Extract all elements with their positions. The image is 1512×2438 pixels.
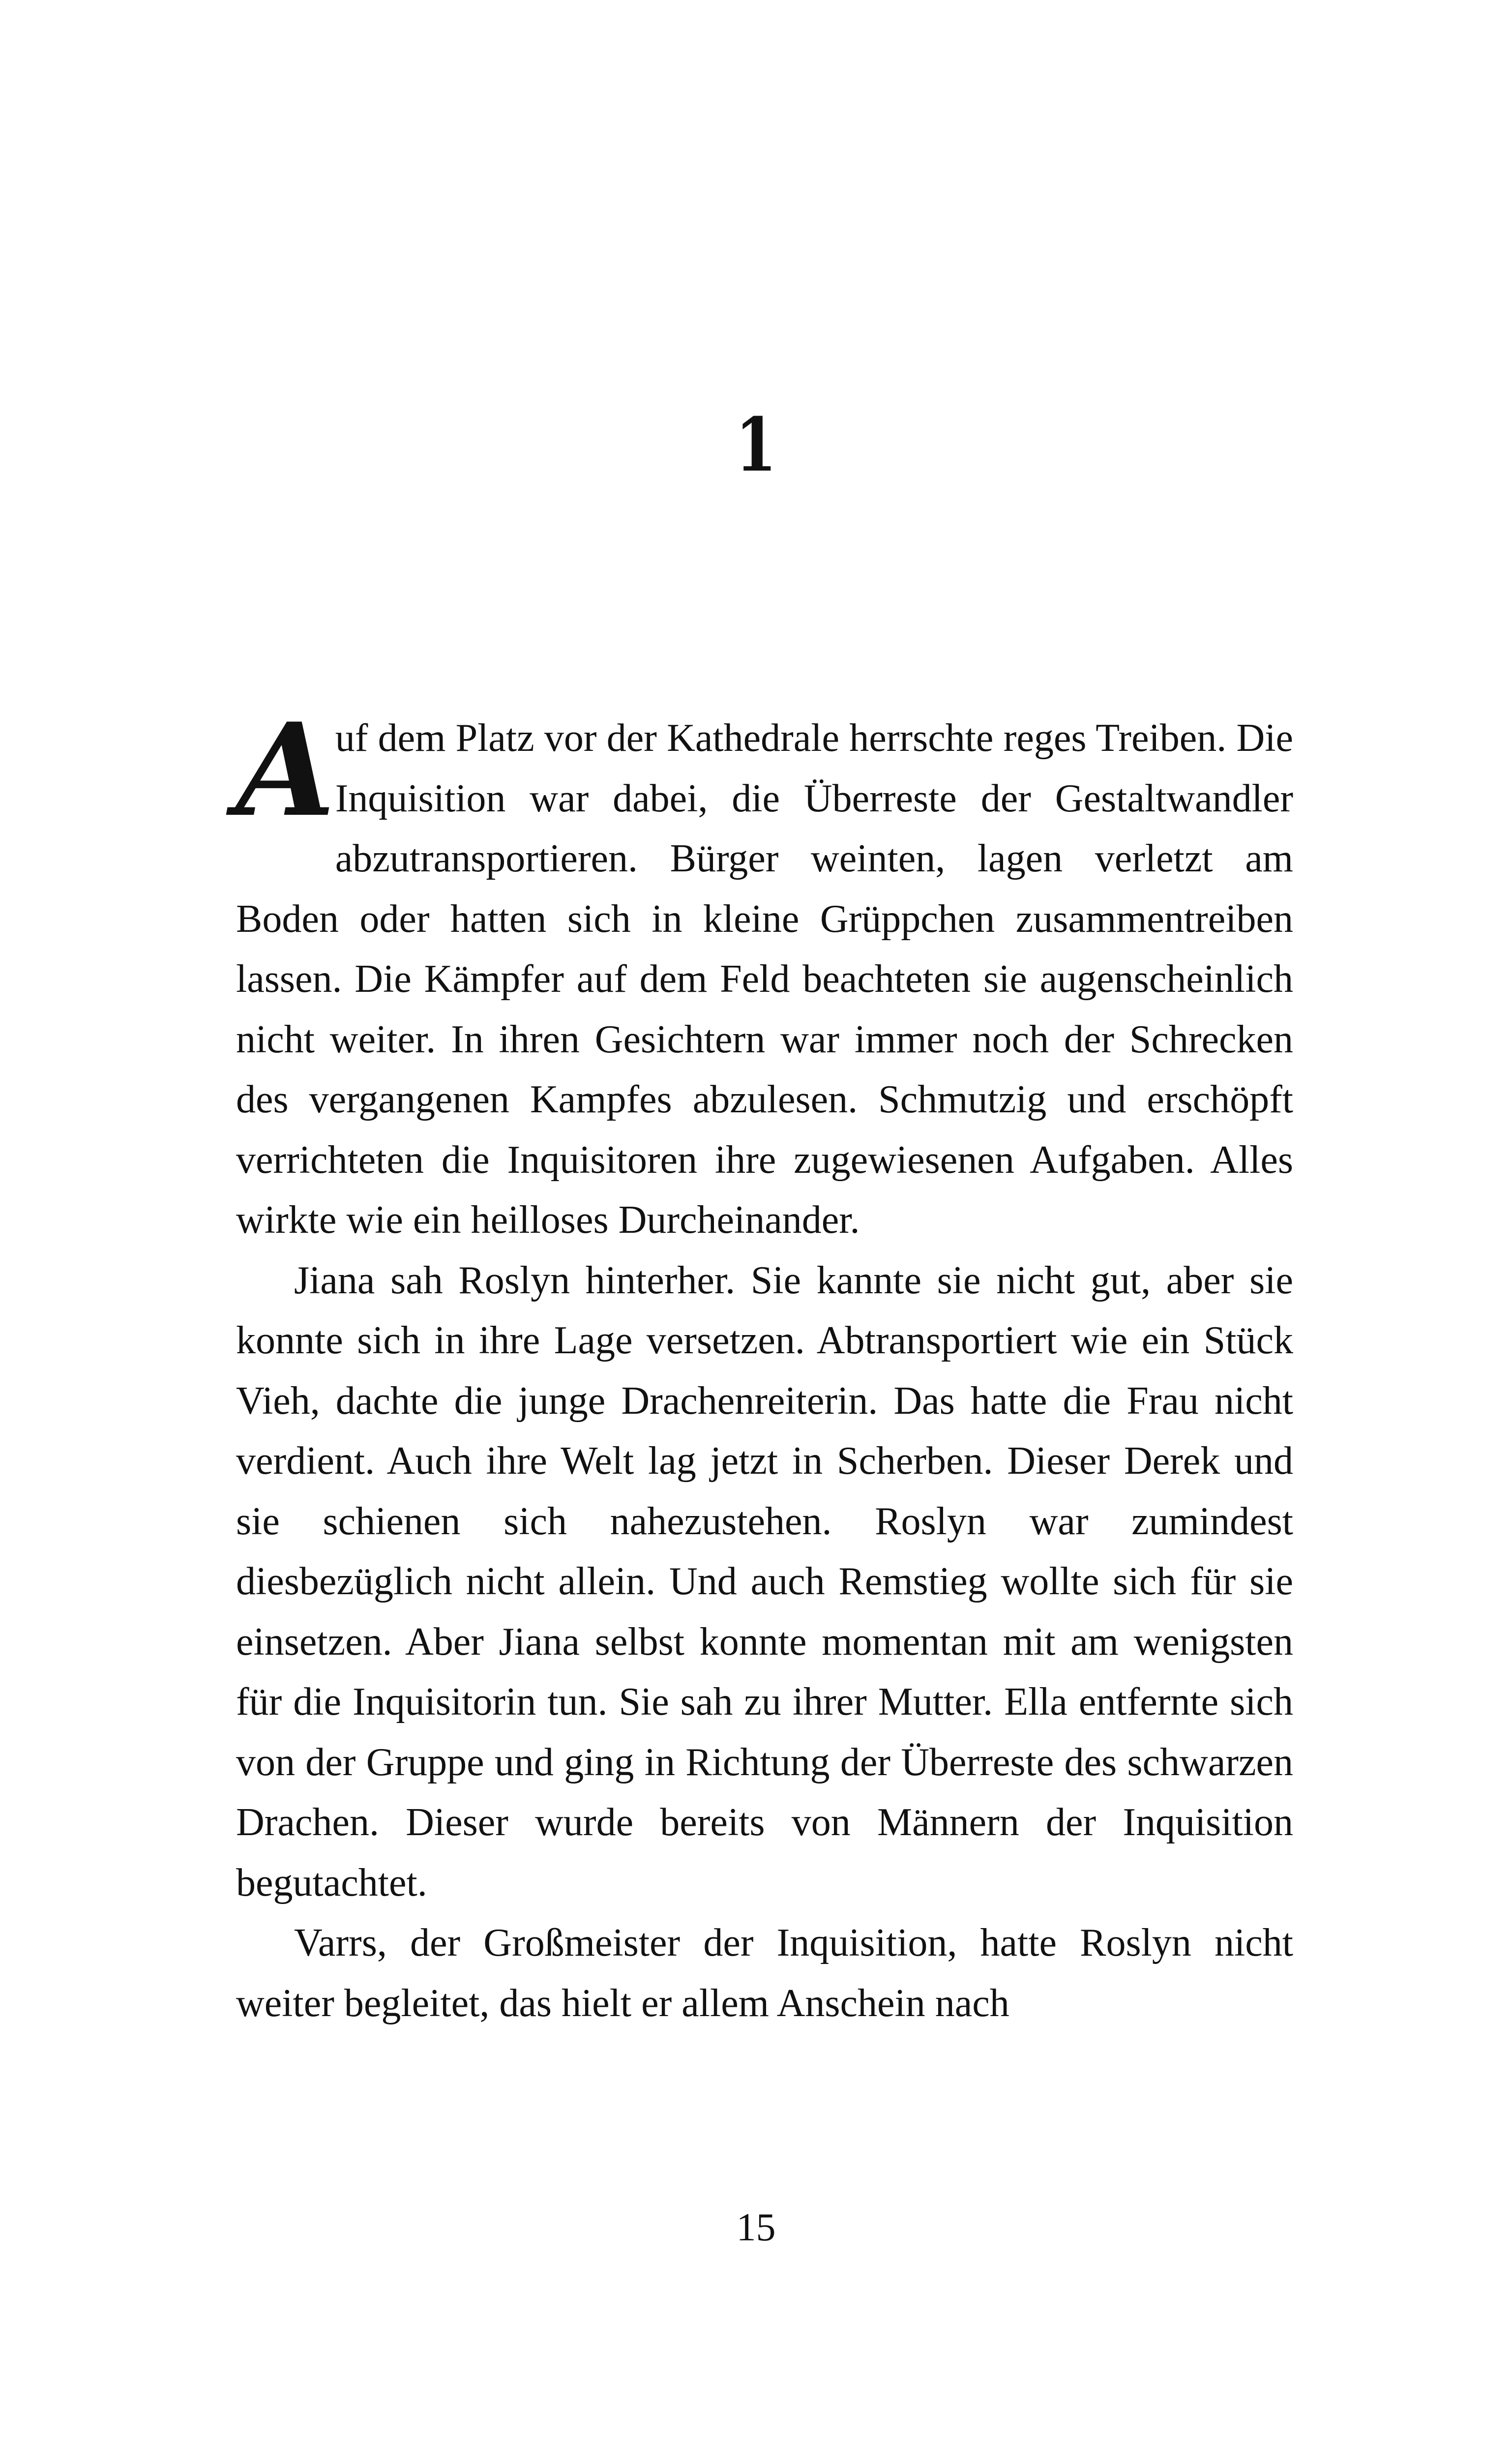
paragraph-2: Jiana sah Roslyn hinterher. Sie kannte sie nicht gut, aber sie konnte sich in ihre Lage versetzen. Abtransportiert wie ein Stück Vieh, dachte die junge Drachenreiterin. Das hatte die Frau nicht verdient. Auch ihre Welt lag jetzt in Scherben. Dieser Derek und sie schienen sich nahezustehen. Roslyn war zumindest diesbezüglich nicht allein. Und auch Remstieg wollte sich für sie einsetzen. Aber Jiana selbst konnte momentan mit am wenigsten für die Inquisitorin tun. Sie sah zu ihrer Mutter. Ella entfernte sich von der Gruppe und ging in Richtung der Überreste des schwarzen Drachen. Dieser wurde bereits von Männern der Inquisition begutachtet. [236, 1258, 1293, 1904]
drop-cap: A [236, 695, 330, 845]
paragraph-1-text: uf dem Platz vor der Kathedrale herrschte reges Treiben. Die Inquisition war dabei, die Überreste der Gestaltwandler abzutransportieren. Bürger weinten, lagen verletzt am Boden oder hatten sich in kleine Grüppchen zusammentreiben lassen. Die Kämpfer auf dem Feld beachteten sie augenscheinlich nicht weiter. In ihren Gesichtern war immer noch der Schrecken des vergangenen Kampfes abzulesen. Schmutzig und erschöpft verrichteten die Inquisitoren ihre zugewiesenen Aufgaben. Alles wirkte wie ein heilloses Durcheinander. [236, 716, 1293, 1242]
body-text [236, 695, 1293, 2033]
paragraph-1 [236, 695, 1293, 1250]
paragraph-3: Varrs, der Großmeister der Inquisition, hatte Roslyn nicht weiter begleitet, das hielt er allem Anschein nach [236, 1921, 1293, 2025]
page-number: 15 [736, 2206, 776, 2249]
chapter-number: 1 [735, 402, 777, 488]
